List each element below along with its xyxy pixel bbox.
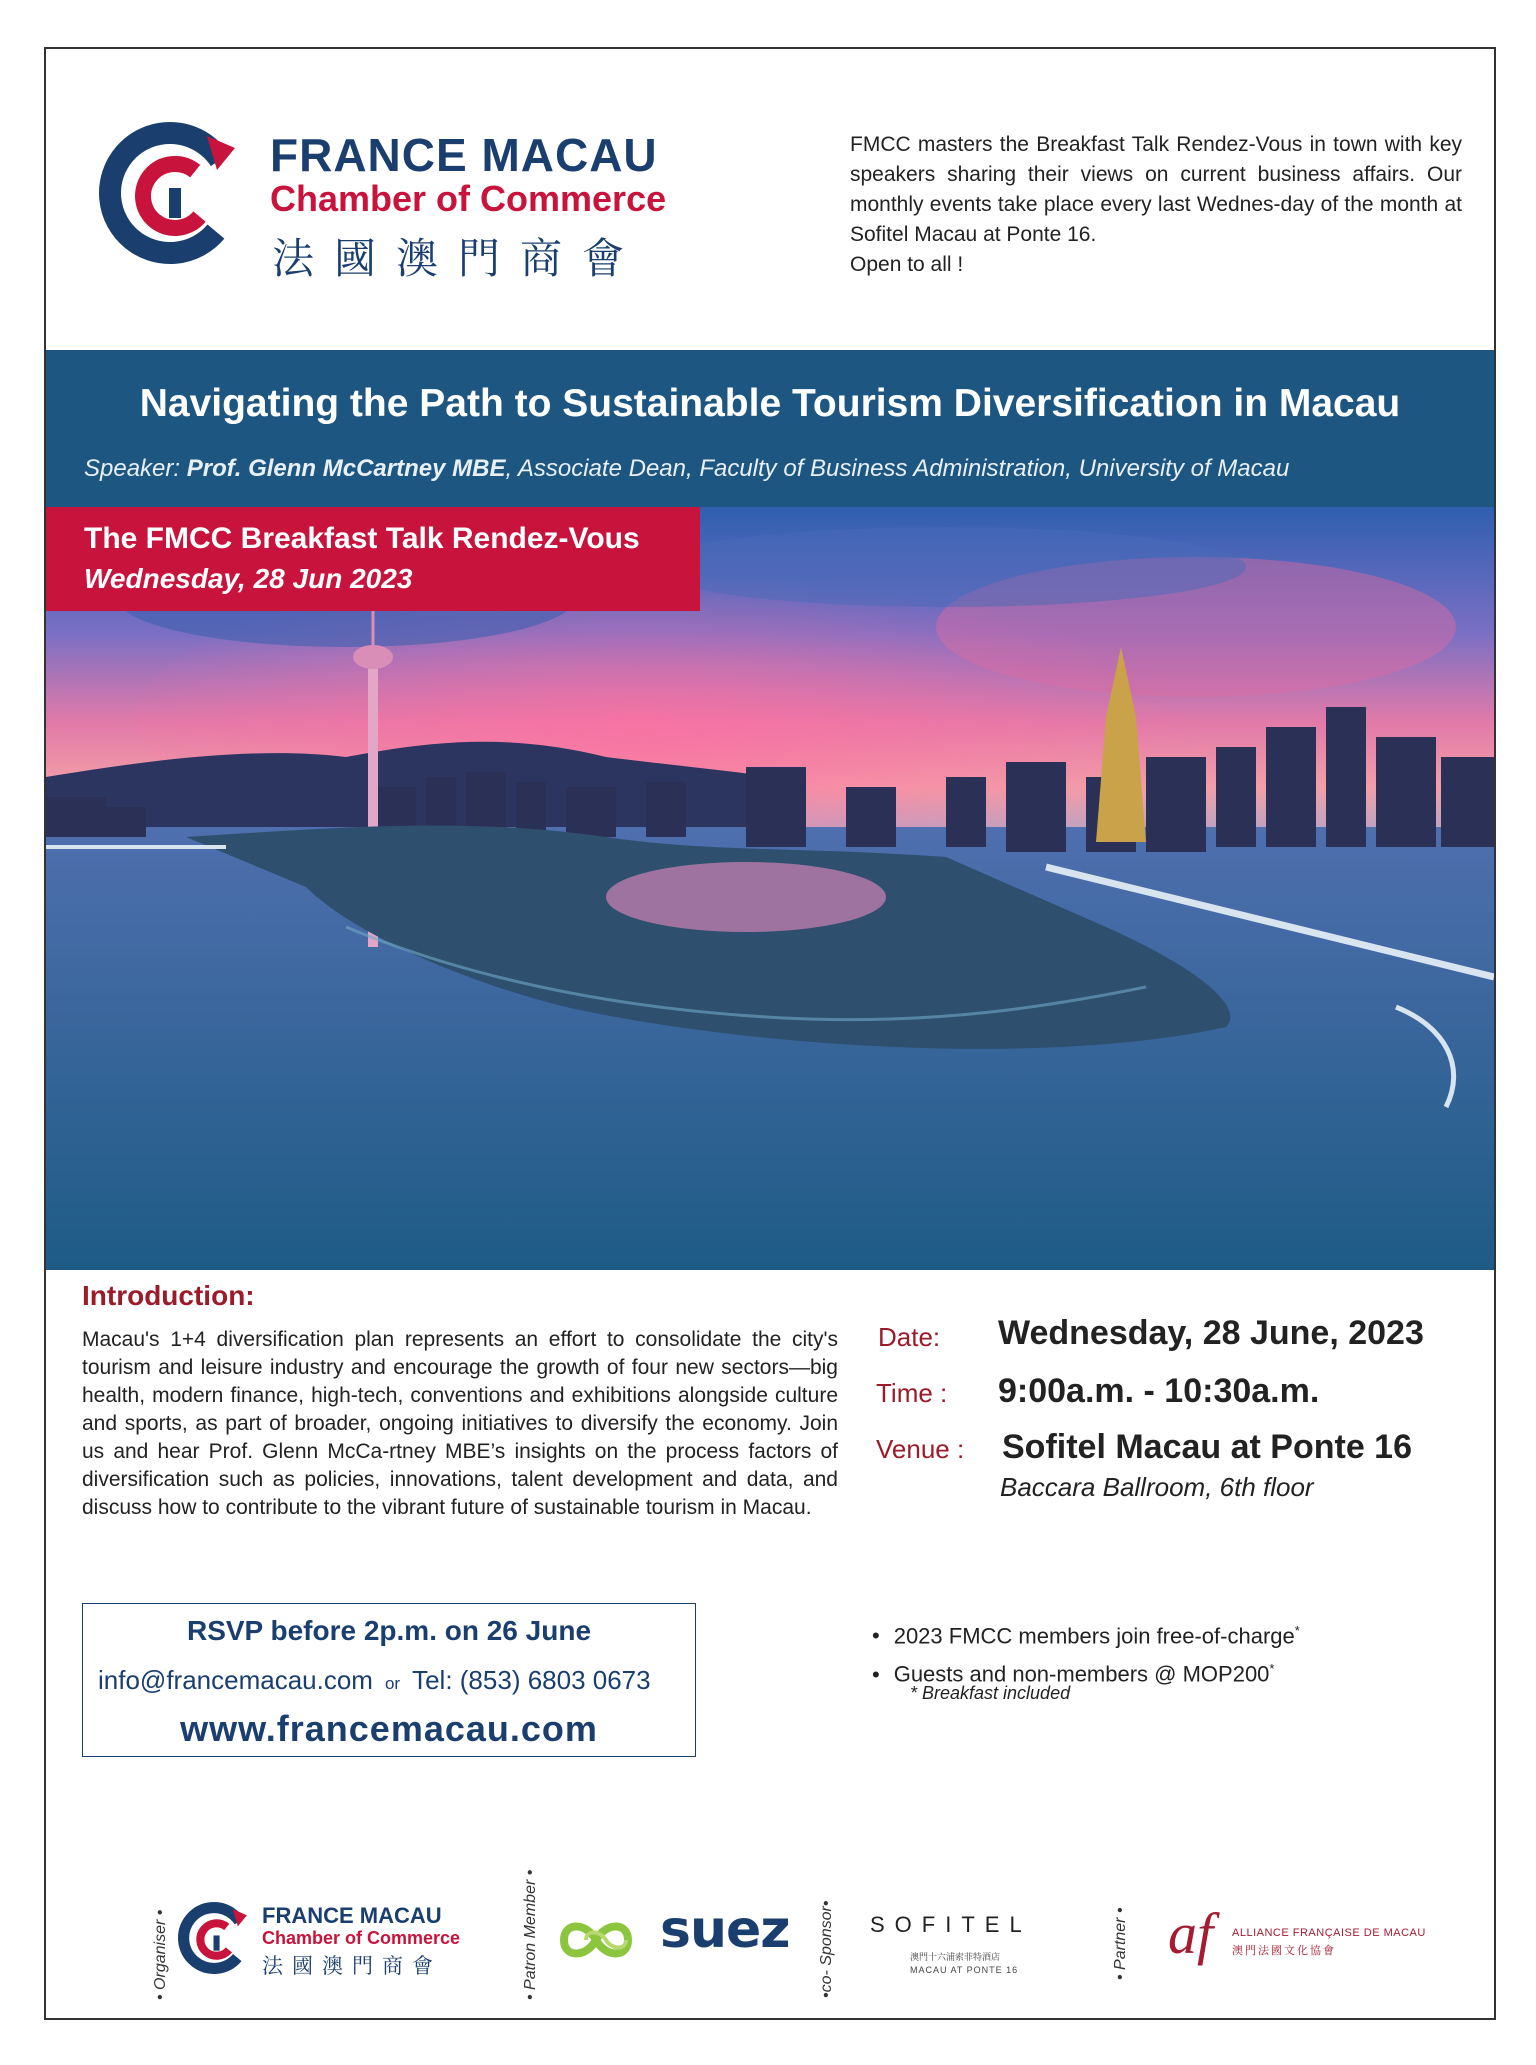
introduction-heading: Introduction: [82, 1280, 255, 1311]
speaker-name: Prof. Glenn McCartney MBE [186, 455, 506, 482]
list-item: • Guests and non-members @ MOP200* [872, 1652, 1300, 1690]
list-item: • 2023 FMCC members join free-of-charge* [872, 1614, 1300, 1652]
talk-title: Navigating the Path to Sustainable Tourism Diversification in Macau [139, 382, 1401, 425]
speaker-line [84, 455, 1289, 483]
breakfast-note: * Breakfast included [910, 1683, 1071, 1703]
suez-logo-text: suez [660, 1900, 790, 1960]
macau-skyline-photo [46, 507, 1494, 1270]
introduction-body: Macau's 1+4 diversification plan represents an effort to consolidate the city's tourism and leisure industry and encourage the growth of four new sectors—big health, modern finance, high-tech, conventions and exhibitions alongside culture and sports, as part of broader, ongoing initiatives to diversify the economy. Join us and hear Prof. Glenn McCa-rtney MBE’s insights on the process factors of diversification such as policies, innovations, talent development and data, and discuss how to contribute to the vibrant future of sustainable tourism in Macau. [82, 1328, 838, 1519]
title-band [46, 350, 1494, 507]
sofitel-logo: SOFITEL [870, 1912, 1032, 1937]
brand-subtitle: Chamber of Commerce [270, 178, 667, 219]
rsvp-contact [98, 1665, 651, 1696]
speaker-label: Speaker: [84, 455, 181, 482]
date-label: Date: [878, 1322, 941, 1352]
speaker-role: , Associate Dean, Faculty of Business Administration, University of Macau [505, 455, 1290, 482]
time-label: Time : [876, 1378, 948, 1408]
cosponsor-label: •co- Sponsor• [818, 1900, 835, 1998]
partner-label: • Partner • [1112, 1907, 1129, 1980]
patron-label: • Patron Member • [522, 1869, 539, 2000]
organiser-label: • Organiser • [152, 1909, 169, 2000]
website-link[interactable]: www.francemacau.com [180, 1708, 598, 1749]
pricing-list [872, 1614, 1300, 1691]
brand-name: FRANCE MACAU [270, 129, 658, 181]
alliance-francaise-logo: af [1168, 1901, 1214, 1966]
sofitel-chinese: 澳門十六浦索菲特酒店 [910, 1952, 1001, 1962]
open-to-all: Open to all ! [850, 253, 964, 276]
rsvp-heading: RSVP before 2p.m. on 26 June [186, 1615, 592, 1646]
event-date-tag: Wednesday, 28 Jun 2023 [84, 563, 413, 594]
rsvp-or: or [384, 1674, 401, 1693]
event-series: The FMCC Breakfast Talk Rendez-Vous [84, 522, 640, 555]
rsvp-phone-link[interactable]: Tel: (853) 6803 0673 [412, 1665, 651, 1695]
fmcc-logo-icon [95, 118, 245, 268]
about-fmcc [850, 130, 1462, 280]
venue-value: Sofitel Macau at Ponte 16 [1002, 1428, 1412, 1466]
alliance-francaise-chinese: 澳門法國文化協會 [1232, 1945, 1336, 1957]
venue-label: Venue : [876, 1434, 965, 1464]
footer-brand-subtitle: Chamber of Commerce [262, 1928, 461, 1948]
about-text: FMCC masters the Breakfast Talk Rendez-Vous in town with key speakers sharing their views on current business affairs. Our monthly events take place every last Wednes-day of the month at Sofitel Macau at Ponte 16. [850, 133, 1462, 246]
sofitel-location: MACAU AT PONTE 16 [910, 1965, 1019, 1975]
alliance-francaise-name: ALLIANCE FRANÇAISE DE MACAU [1232, 1927, 1426, 1939]
suez-logo-icon [556, 1912, 656, 1968]
rsvp-email-link[interactable]: info@francemacau.com [98, 1665, 373, 1695]
fmcc-footer-logo-icon [176, 1900, 252, 1976]
time-value: 9:00a.m. - 10:30a.m. [998, 1372, 1320, 1410]
footer-brand-name: FRANCE MACAU [262, 1903, 442, 1928]
venue-room: Baccara Ballroom, 6th floor [1000, 1472, 1314, 1502]
footer-brand-chinese: 法國澳門商會 [262, 1954, 442, 1978]
brand-chinese: 法國澳門商會 [272, 234, 645, 283]
date-value: Wednesday, 28 June, 2023 [998, 1314, 1424, 1352]
